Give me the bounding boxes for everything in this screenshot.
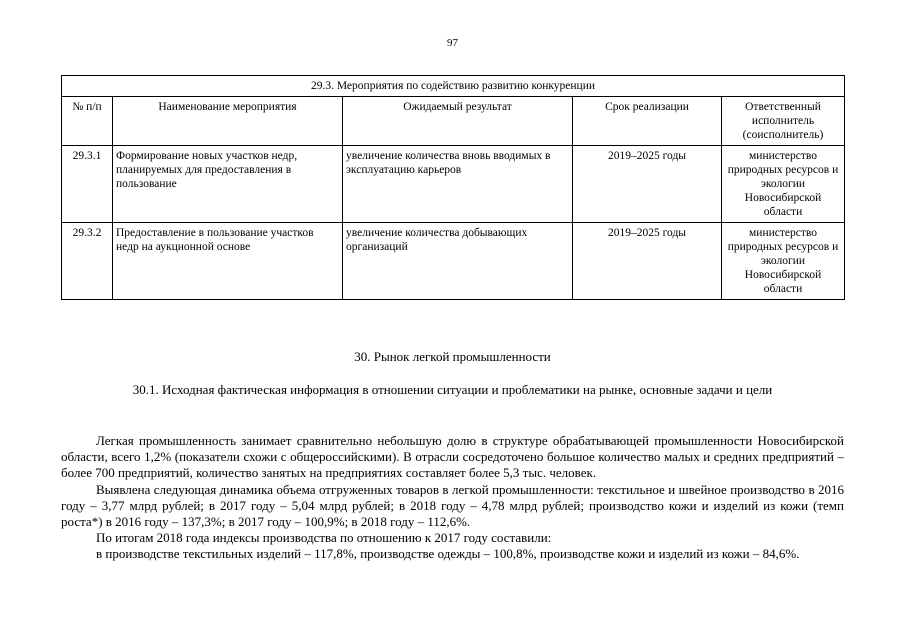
header-name: Наименование мероприятия (113, 97, 343, 146)
measures-table (61, 75, 845, 300)
paragraph: По итогам 2018 года индексы производства по отношению к 2017 году составили: (96, 530, 552, 546)
paragraph: Выявлена следующая динамика объема отгруженных товаров в легкой промышленности: текстильное и швейное производство в 2016 году – 3,77 млрд рублей; в 2017 году – 5,04 млрд рублей; в 2018 году – 4,78 млрд рублей; производство кожи и изделий из кожи (темп роста*) в 2016 году – 137,3%; в 2017 году – 100,9%; в 2018 году – 112,6%. (61, 481, 844, 530)
row-result: увеличение количества добывающих организаций (343, 223, 573, 300)
table-section-row (62, 76, 845, 97)
header-term: Срок реализации (573, 97, 722, 146)
header-result: Ожидаемый результат (343, 97, 573, 146)
row-name: Предоставление в пользование участков недр на аукционной основе (113, 223, 343, 300)
section-subtitle: 30.1. Исходная фактическая информация в отношении ситуации и проблематики на рынке, основные задачи и цели (132, 382, 773, 397)
table-header-row (62, 97, 845, 146)
header-responsible: Ответственный исполнитель (соисполнитель) (722, 97, 845, 146)
table-row (62, 146, 845, 223)
header-num: № п/п (62, 97, 113, 146)
paragraph: в производстве текстильных изделий – 117,8%, производстве одежды – 100,8%, производстве кожи и изделий из кожи – 84,6%. (96, 546, 800, 562)
row-responsible: министерство природных ресурсов и экологии Новосибирской области (722, 146, 845, 223)
body-text (61, 433, 844, 563)
table-row (62, 223, 845, 300)
row-num: 29.3.2 (62, 223, 113, 300)
row-num: 29.3.1 (62, 146, 113, 223)
row-result: увеличение количества вновь вводимых в эксплуатацию карьеров (343, 146, 573, 223)
row-name: Формирование новых участков недр, планируемых для предоставления в пользование (113, 146, 343, 223)
row-term: 2019–2025 годы (573, 146, 722, 223)
row-term: 2019–2025 годы (573, 223, 722, 300)
paragraph: Легкая промышленность занимает сравнительно небольшую долю в структуре обрабатывающей промышленности Новосибирской области, всего 1,2% (показатели схожи с общероссийскими). В отрасли сосредоточено большое количество малых и средних предприятий – более 700 предприятий, количество занятых на предприятиях составляет более 5,3 тыс. человек. (61, 433, 844, 481)
page-number: 97 (447, 37, 458, 49)
table-section-title: 29.3. Мероприятия по содействию развитию конкуренции (62, 76, 845, 97)
section-title: 30. Рынок легкой промышленности (354, 349, 551, 364)
row-responsible: министерство природных ресурсов и экологии Новосибирской области (722, 223, 845, 300)
